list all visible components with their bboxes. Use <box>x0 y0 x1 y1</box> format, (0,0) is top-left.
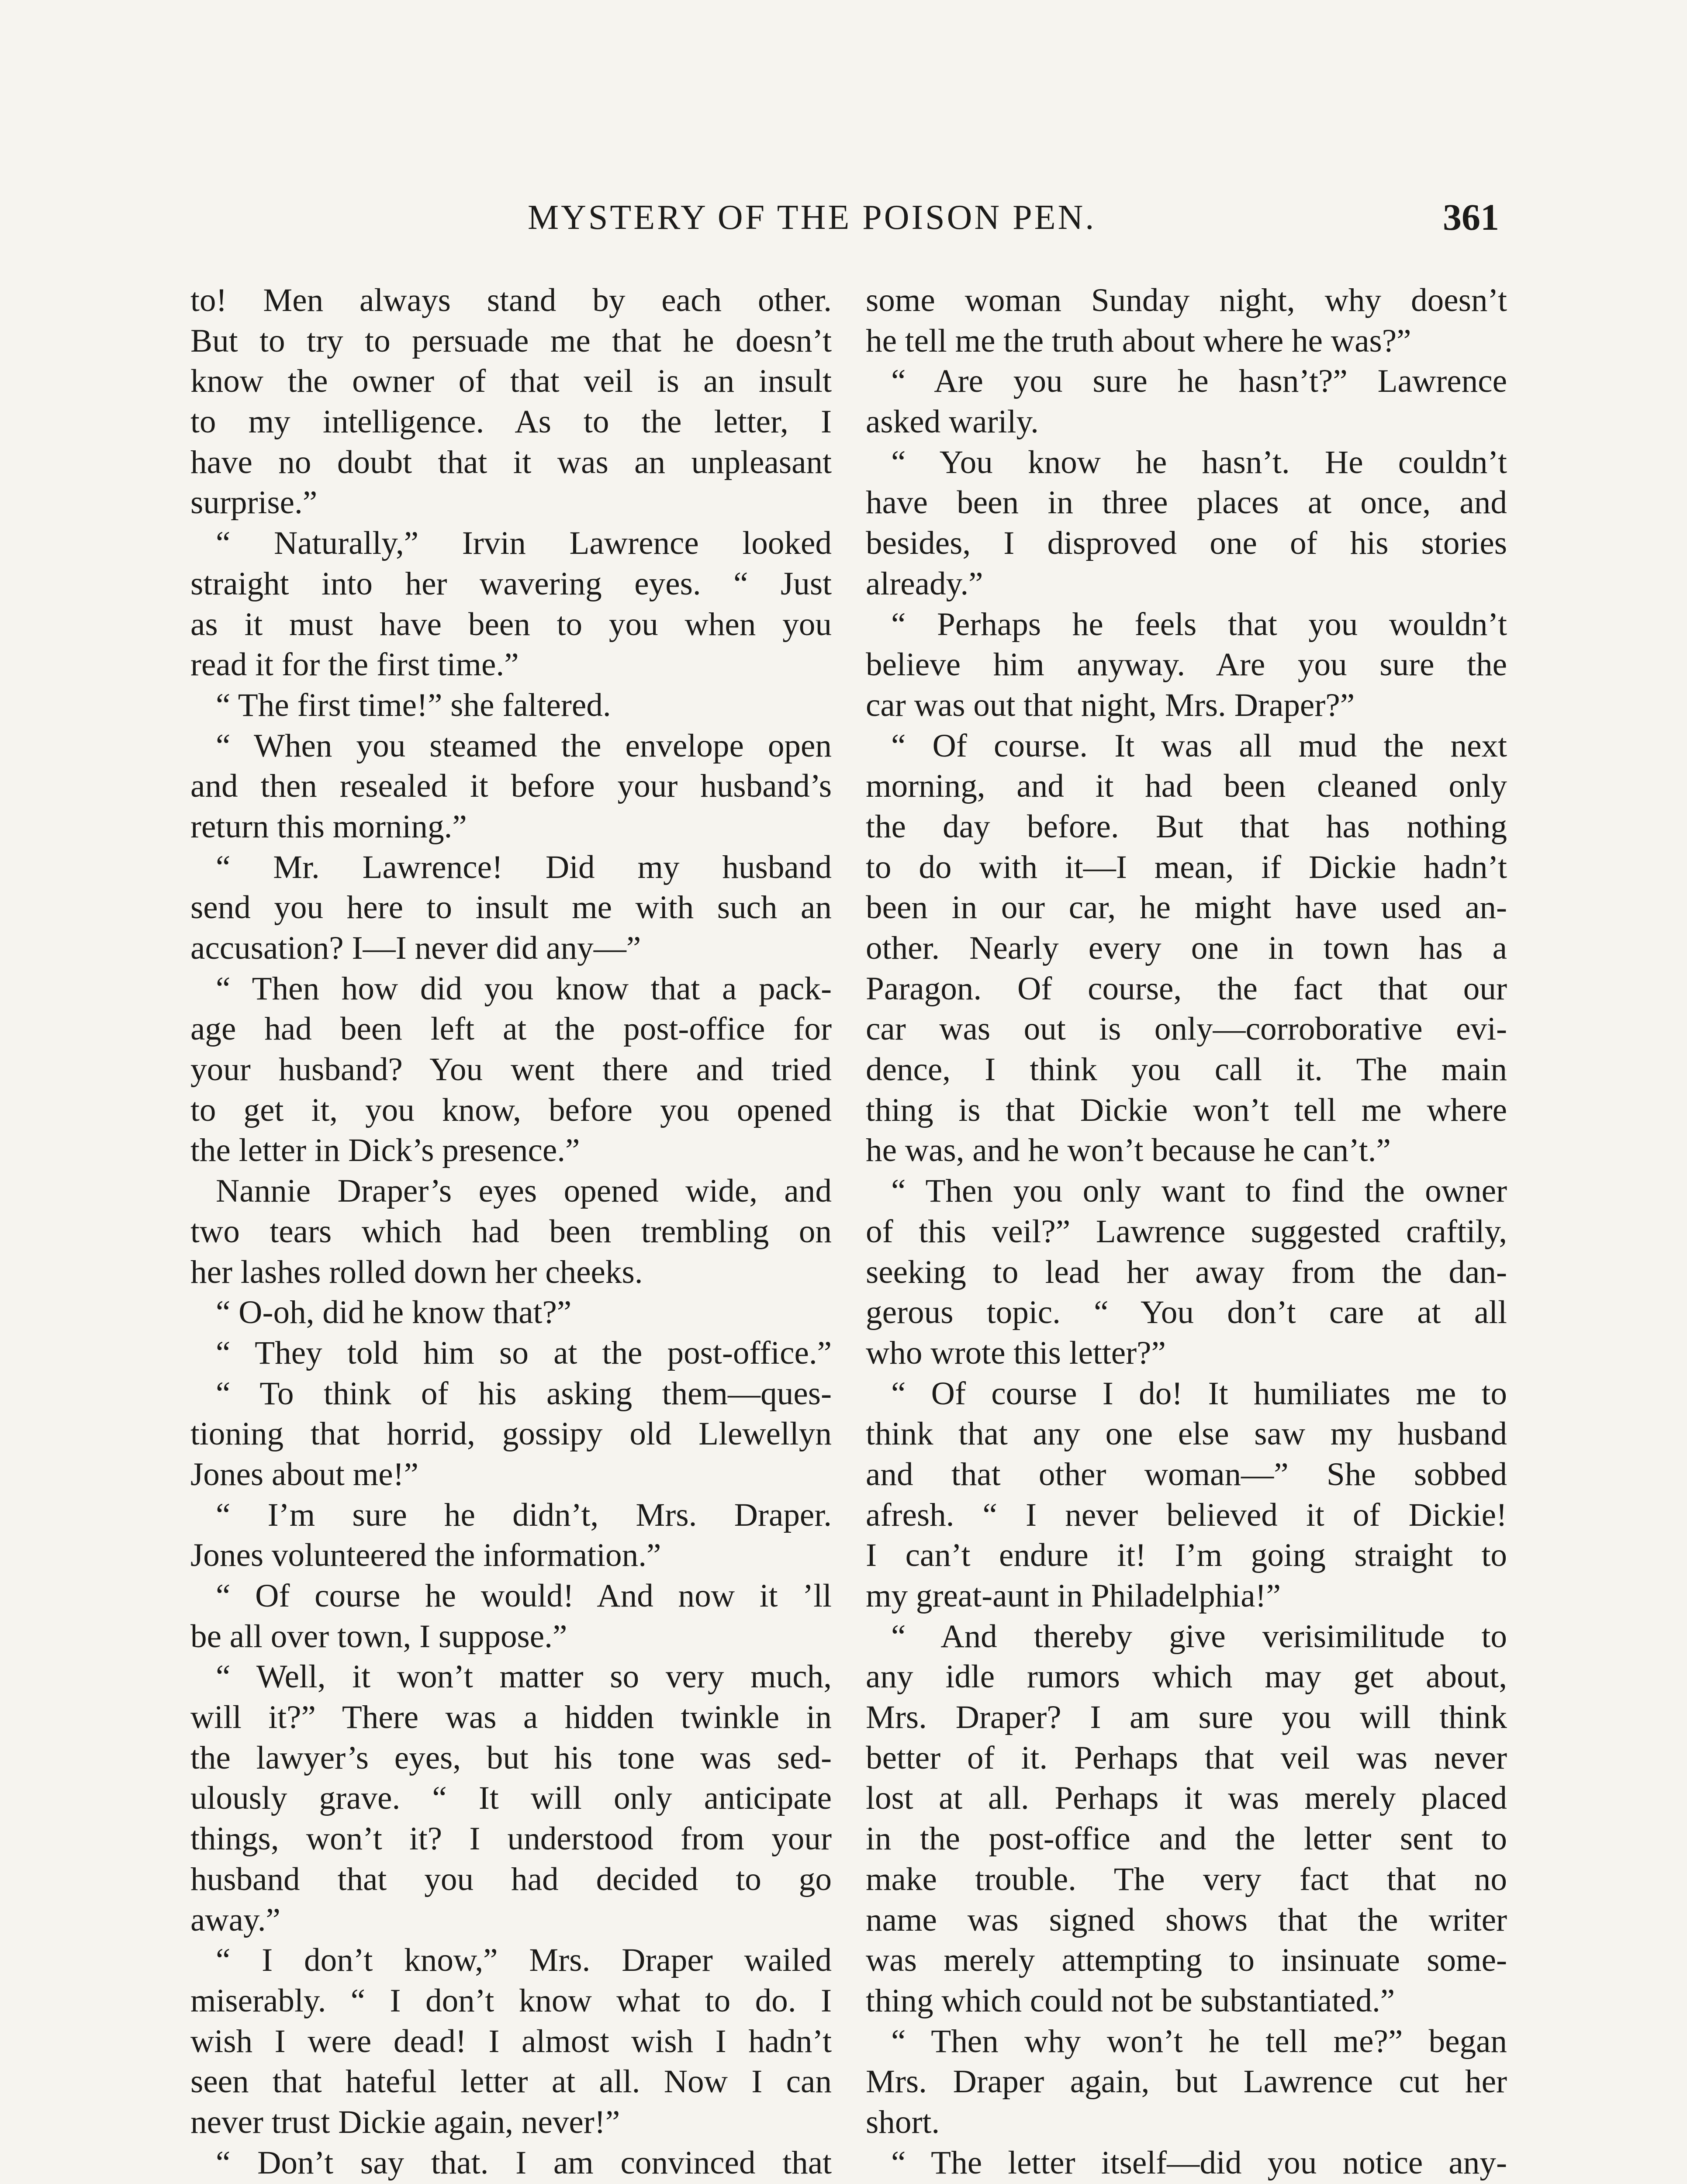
text-line: any idle rumors which may get about, <box>866 1659 1507 1695</box>
text-line: the lawyer’s eyes, but his tone was sed- <box>190 1739 832 1776</box>
text-line: to get it, you know, before you opened <box>190 1092 832 1128</box>
text-line: two tears which had been trembling on <box>190 1213 832 1250</box>
text-line: be all over town, I suppose.” <box>190 1618 567 1655</box>
text-line: miserably. “ I don’t know what to do. I <box>190 1982 832 2019</box>
text-line: “ You know he hasn’t. He couldn’t <box>891 444 1507 480</box>
text-line: was merely attempting to insinuate some- <box>866 1942 1507 1979</box>
text-line: things, won’t it? I understood from your <box>190 1821 832 1857</box>
text-line: been in our car, he might have used an- <box>866 889 1507 926</box>
text-line: “ Then why won’t he tell me?” began <box>891 2023 1507 2060</box>
text-line: Mrs. Draper? I am sure you will think <box>866 1699 1507 1736</box>
text-line: Nannie Draper’s eyes opened wide, and <box>216 1173 832 1209</box>
text-line: surprise.” <box>190 484 318 521</box>
text-line: to do with it—I mean, if Dickie hadn’t <box>866 849 1507 885</box>
text-line: other. Nearly every one in town has a <box>866 930 1507 966</box>
text-line: Jones about me!” <box>190 1456 418 1493</box>
text-line: “ Don’t say that. I am convinced that <box>216 2144 832 2181</box>
text-line: “ I’m sure he didn’t, Mrs. Draper. <box>216 1496 832 1533</box>
text-line: “ Naturally,” Irvin Lawrence looked <box>216 525 832 562</box>
text-line: “ I don’t know,” Mrs. Draper wailed <box>216 1942 832 1979</box>
text-line: I can’t endure it! I’m going straight to <box>866 1537 1507 1574</box>
text-line: “ Mr. Lawrence! Did my husband <box>216 849 832 885</box>
text-line: “ Then how did you know that a pack- <box>216 970 832 1007</box>
text-line: wish I were dead! I almost wish I hadn’t <box>190 2023 832 2060</box>
text-line: believe him anyway. Are you sure the <box>866 646 1507 683</box>
text-line: “ O-oh, did he know that?” <box>216 1294 572 1331</box>
text-line: thing which could not be substantiated.” <box>866 1982 1395 2019</box>
text-line: to! Men always stand by each other. <box>190 282 832 318</box>
text-line: dence, I think you call it. The main <box>866 1051 1507 1088</box>
text-line: have no doubt that it was an unpleasant <box>190 444 832 480</box>
text-line: he was, and he won’t because he can’t.” <box>866 1132 1391 1169</box>
text-line: and then resealed it before your husband’s <box>190 768 832 805</box>
text-line: read it for the first time.” <box>190 646 519 683</box>
text-line: in the post-office and the letter sent to <box>866 1821 1507 1857</box>
text-line: name was signed shows that the writer <box>866 1901 1507 1938</box>
text-line: “ The letter itself—did you notice any- <box>891 2144 1507 2181</box>
text-line: send you here to insult me with such an <box>190 889 832 926</box>
text-line: Mrs. Draper again, but Lawrence cut her <box>866 2063 1507 2100</box>
text-line: short. <box>866 2104 940 2140</box>
text-line: the day before. But that has nothing <box>866 808 1507 845</box>
text-line: seeking to lead her away from the dan- <box>866 1254 1507 1290</box>
text-line: return this morning.” <box>190 808 467 845</box>
text-line: “ Well, it won’t matter so very much, <box>216 1659 832 1695</box>
running-head-title: MYSTERY OF THE POISON PEN. <box>528 198 1096 237</box>
text-line: ulously grave. “ It will only anticipate <box>190 1780 832 1817</box>
text-line: “ To think of his asking them—ques- <box>216 1375 832 1412</box>
text-line: “ Of course I do! It humiliates me to <box>891 1375 1507 1412</box>
text-line: my great-aunt in Philadelphia!” <box>866 1578 1281 1614</box>
text-line: “ Of course. It was all mud the next <box>891 727 1507 764</box>
text-line: to my intelligence. As to the letter, I <box>190 404 832 440</box>
text-line: better of it. Perhaps that veil was never <box>866 1739 1507 1776</box>
text-line: car was out that night, Mrs. Draper?” <box>866 687 1355 723</box>
text-line: Paragon. Of course, the fact that our <box>866 970 1507 1007</box>
text-line: “ Then you only want to find the owner <box>891 1173 1507 1209</box>
text-line: age had been left at the post-office for <box>190 1011 832 1047</box>
text-line: of this veil?” Lawrence suggested craftily, <box>866 1213 1507 1250</box>
text-line: besides, I disproved one of his stories <box>866 525 1507 562</box>
text-line: make trouble. The very fact that no <box>866 1861 1507 1897</box>
text-line: “ Are you sure he hasn’t?” Lawrence <box>891 363 1507 400</box>
text-line: her lashes rolled down her cheeks. <box>190 1254 643 1290</box>
text-line: he tell me the truth about where he was?” <box>866 322 1411 359</box>
text-line: car was out is only—corroborative evi- <box>866 1011 1507 1047</box>
text-line: gerous topic. “ You don’t care at all <box>866 1294 1507 1331</box>
text-line: already.” <box>866 565 983 602</box>
text-line: and that other woman—” She sobbed <box>866 1456 1507 1493</box>
text-line: will it?” There was a hidden twinkle in <box>190 1699 832 1736</box>
text-line: never trust Dickie again, never!” <box>190 2104 620 2140</box>
text-line: “ When you steamed the envelope open <box>216 727 832 764</box>
text-line: “ Perhaps he feels that you wouldn’t <box>891 606 1507 643</box>
text-column-left <box>190 280 832 2184</box>
text-line: straight into her wavering eyes. “ Just <box>190 565 832 602</box>
page-number: 361 <box>1443 196 1499 238</box>
text-line: some woman Sunday night, why doesn’t <box>866 282 1507 318</box>
text-line: afresh. “ I never believed it of Dickie! <box>866 1496 1507 1533</box>
text-line: think that any one else saw my husband <box>866 1416 1507 1452</box>
text-line: But to try to persuade me that he doesn’t <box>190 322 832 359</box>
text-line: morning, and it had been cleaned only <box>866 768 1507 805</box>
text-line: “ And thereby give verisimilitude to <box>891 1618 1507 1655</box>
text-line: seen that hateful letter at all. Now I can <box>190 2063 832 2100</box>
text-line: “ The first time!” she faltered. <box>216 687 611 723</box>
text-line: as it must have been to you when you <box>190 606 832 643</box>
text-line: tioning that horrid, gossipy old Llewellyn <box>190 1416 832 1452</box>
text-line: “ They told him so at the post-office.” <box>216 1334 832 1371</box>
text-line: the letter in Dick’s presence.” <box>190 1132 580 1169</box>
text-line: “ Of course he would! And now it ’ll <box>216 1578 832 1614</box>
text-line: who wrote this letter?” <box>866 1334 1166 1371</box>
text-line: away.” <box>190 1901 280 1938</box>
text-line: asked warily. <box>866 404 1039 440</box>
text-line: husband that you had decided to go <box>190 1861 832 1897</box>
text-line: know the owner of that veil is an insult <box>190 363 832 400</box>
text-line: your husband? You went there and tried <box>190 1051 832 1088</box>
text-line: Jones volunteered the information.” <box>190 1537 661 1574</box>
text-line: accusation? I—I never did any—” <box>190 930 641 966</box>
text-column-right <box>866 280 1507 2184</box>
text-line: thing is that Dickie won’t tell me where <box>866 1092 1507 1128</box>
text-line: have been in three places at once, and <box>866 484 1507 521</box>
text-line: lost at all. Perhaps it was merely placed <box>866 1780 1507 1817</box>
